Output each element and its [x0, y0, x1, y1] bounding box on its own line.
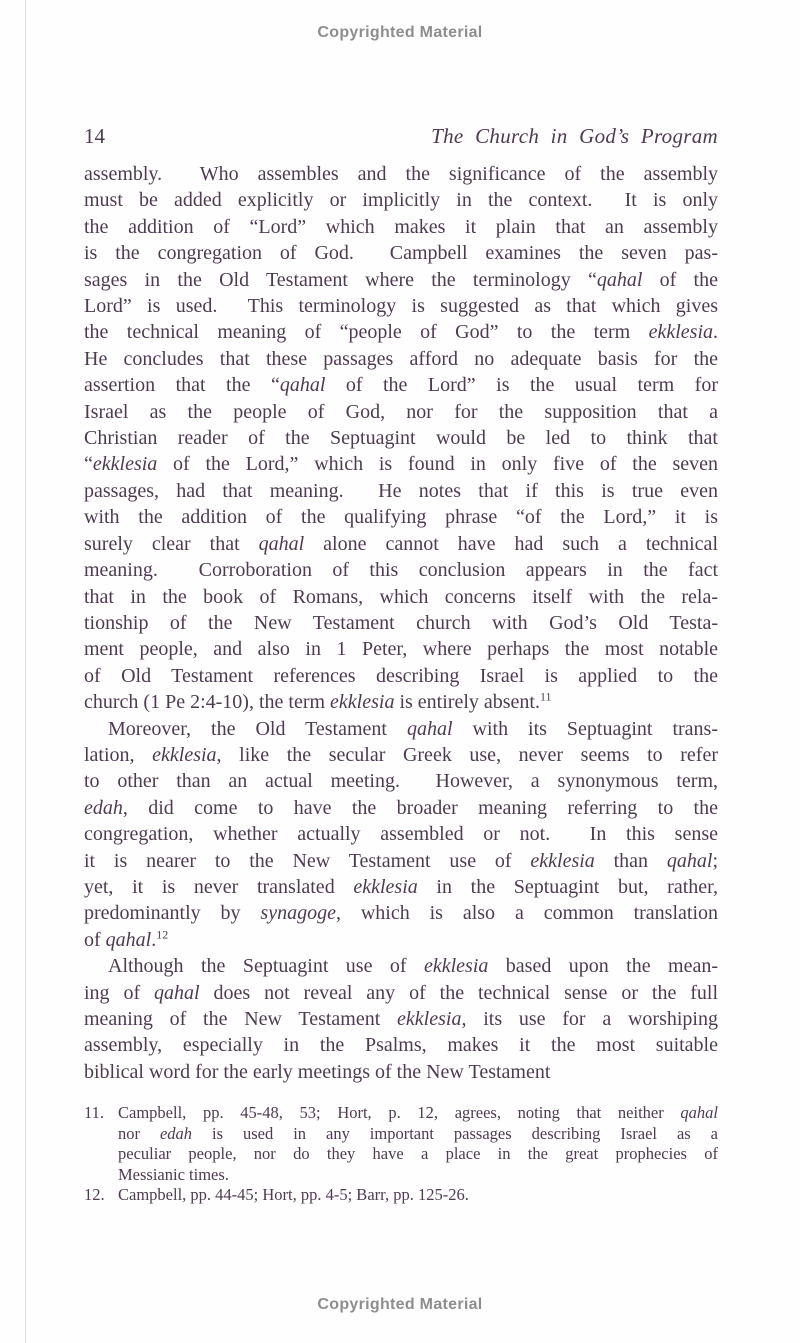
text-line: meaning. Corroboration of this conclusion appears in the fact: [84, 559, 718, 582]
text-line: predominantly by synagoge, which is also a common translation: [84, 902, 719, 925]
page-header: [84, 124, 718, 149]
text-line: assertion that the “qahal of the Lord” is the usual term for: [84, 374, 718, 397]
text-line: surely clear that qahal alone cannot have had such a technical: [84, 532, 718, 555]
text-line: to other than an actual meeting. However, a synonymous term,: [84, 770, 718, 793]
footnote-line: peculiar people, nor do they have a place in the great prophecies of: [118, 1144, 718, 1164]
text-line: Lord” is used. This terminology is suggested as that which gives: [84, 295, 718, 318]
text-line: edah, did come to have the broader meaning referring to the: [84, 796, 718, 819]
running-title: The Church in God’s Program: [431, 124, 718, 148]
text-line: sages in the Old Testament where the terminology “qahal of the: [84, 268, 718, 291]
paragraph: [84, 953, 718, 1085]
scan-edge-artifact: [25, 0, 26, 1343]
text-line: with the addition of the qualifying phrase “of the Lord,” it is: [84, 506, 718, 529]
text-line: Moreover, the Old Testament qahal with its Septuagint trans-: [108, 717, 718, 740]
text-line: yet, it is never translated ekklesia in the Septuagint but, rather,: [84, 875, 718, 898]
paragraph: [84, 161, 718, 716]
text-line: congregation, whether actually assembled or not. In this sense: [84, 823, 718, 846]
footnotes: [84, 1103, 718, 1206]
footnote-number: 12.: [84, 1185, 105, 1205]
text-line: assembly. Who assembles and the significance of the assembly: [84, 163, 718, 185]
page-number: 14: [84, 124, 105, 148]
page-content: [84, 161, 718, 1206]
text-line: Christian reader of the Septuagint would be led to think that: [84, 427, 718, 450]
text-line: ment people, and also in 1 Peter, where perhaps the most notable: [84, 638, 718, 661]
text-line: He concludes that these passages afford no adequate basis for the: [84, 347, 718, 370]
text-line: Israel as the people of God, nor for the supposition that a: [84, 400, 718, 423]
text-line: church (1 Pe 2:4-10), the term ekklesia is entirely absent.$^{11}$: [84, 689, 552, 714]
watermark-top: Copyrighted Material: [317, 24, 483, 41]
text-line: passages, had that meaning. He notes that if this is true even: [84, 479, 718, 502]
text-line: the technical meaning of “people of God” to the term ekklesia.: [84, 321, 718, 344]
text-line: of Old Testament references describing Israel is applied to the: [84, 664, 718, 687]
footnote: [84, 1185, 718, 1206]
paragraph: [84, 716, 718, 954]
text-line: must be added explicitly or implicitly in the context. It is only: [84, 189, 718, 212]
text-line: Although the Septuagint use of ekklesia based upon the mean-: [108, 955, 718, 978]
body-text: [84, 161, 718, 1085]
text-line: ing of qahal does not reveal any of the technical sense or the full: [84, 981, 719, 1004]
text-line: “ekklesia of the Lord,” which is found in only five of the seven: [84, 453, 718, 476]
text-line: that in the book of Romans, which concerns itself with the rela-: [84, 585, 718, 608]
text-line: tionship of the New Testament church with God’s Old Testa-: [84, 611, 718, 634]
footnote-number: 11.: [84, 1103, 105, 1123]
footnote-line: nor edah is used in any important passages describing Israel as a: [118, 1123, 718, 1143]
footnote-line: Messianic times.: [118, 1164, 229, 1184]
footnote-line: Campbell, pp. 44-45; Hort, pp. 4-5; Barr, pp. 125-26.: [118, 1185, 469, 1205]
text-line: is the congregation of God. Campbell examines the seven pas-: [84, 242, 718, 265]
text-line: of qahal.$^{12}$: [84, 927, 169, 951]
text-line: lation, ekklesia, like the secular Greek use, never seems to refer: [84, 743, 719, 766]
text-line: meaning of the New Testament ekklesia, its use for a worshiping: [84, 1008, 718, 1030]
footnote-line: Campbell, pp. 45-48, 53; Hort, p. 12, agrees, noting that neither qahal: [118, 1103, 718, 1123]
text-line: it is nearer to the New Testament use of ekklesia than qahal;: [84, 849, 718, 872]
text-line: the addition of “Lord” which makes it plain that an assembly: [84, 215, 718, 238]
text-line: assembly, especially in the Psalms, makes it the most suitable: [84, 1034, 718, 1057]
text-line: biblical word for the early meetings of the New Testament: [84, 1060, 551, 1083]
footnote: [84, 1103, 718, 1185]
watermark-bottom: Copyrighted Material: [317, 1296, 483, 1313]
